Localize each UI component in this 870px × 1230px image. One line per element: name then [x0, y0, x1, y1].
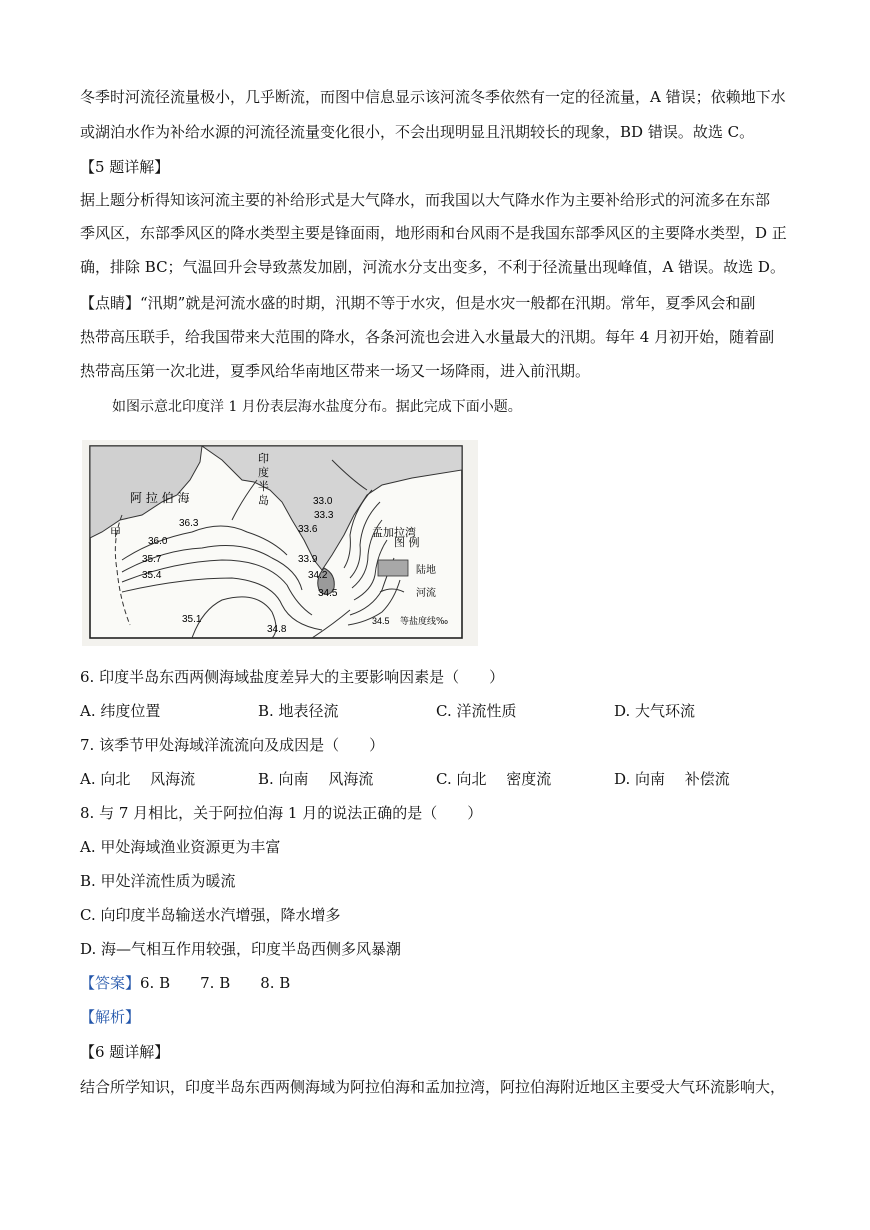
- isoline-label: 36.3: [179, 518, 199, 529]
- map-label-peninsula: 度: [258, 466, 269, 479]
- legend-title: 图 例: [394, 536, 420, 549]
- q7-option-d[interactable]: D. 向南 补偿流: [614, 770, 730, 788]
- legend-river-label: 河流: [416, 588, 436, 599]
- question-6-stem: 6. 印度半岛东西两侧海域盐度差异大的主要影响因素是（ ）: [80, 668, 505, 686]
- isoline-label: 36.0: [148, 536, 168, 547]
- isoline-label: 35.1: [182, 614, 202, 625]
- paragraph-line: 确，排除 BC；气温回升会导致蒸发加剧，河流水分支出变多，不利于径流量出现峰值，A 错误。故选 D。: [80, 258, 785, 276]
- isoline-label: 34.5: [318, 588, 338, 599]
- q6-option-b[interactable]: B. 地表径流: [258, 702, 339, 720]
- isoline-label: 35.7: [142, 554, 162, 565]
- legend-land-label: 陆地: [416, 565, 436, 576]
- q6-option-d[interactable]: D. 大气环流: [614, 702, 696, 720]
- legend-salinity-sample: 34.5: [372, 616, 390, 626]
- q7-option-c[interactable]: C. 向北 密度流: [436, 770, 552, 788]
- q8-option-c[interactable]: C. 向印度半岛输送水汽增强，降水增多: [80, 906, 341, 924]
- isoline-label: 35.4: [142, 570, 162, 581]
- isoline-label: 33.9: [298, 554, 318, 565]
- isoline-label: 34.8: [267, 624, 287, 635]
- legend-land-swatch: [378, 560, 408, 576]
- q8-option-b[interactable]: B. 甲处洋流性质为暖流: [80, 872, 236, 890]
- section-heading: 【6 题详解】: [80, 1043, 170, 1061]
- map-label-arabian-sea: 阿 拉 伯 海: [130, 491, 190, 505]
- isoline-label: 33.3: [314, 510, 334, 521]
- legend-salinity-label: 等盐度线‰: [400, 617, 449, 627]
- isoline-label: 33.6: [298, 524, 318, 535]
- note-line: 【点睛】“汛期”就是河流水盛的时期，汛期不等于水灾，但是水灾一般都在汛期。常年，夏季风会和副: [80, 294, 756, 312]
- q6-option-a[interactable]: A. 纬度位置: [80, 702, 161, 720]
- isoline-label: 33.0: [313, 496, 333, 507]
- paragraph-line: 结合所学知识，印度半岛东西两侧海域为阿拉伯海和孟加拉湾，阿拉伯海附近地区主要受大气环流影响大，: [80, 1078, 786, 1096]
- map-label-peninsula: 岛: [258, 494, 269, 507]
- paragraph-line: 或湖泊水作为补给水源的河流径流量变化很小，不会出现明显且汛期较长的现象，BD 错误。故选 C。: [80, 123, 755, 141]
- section-heading: 【5 题详解】: [80, 158, 170, 176]
- q7-option-b[interactable]: B. 向南 风海流: [258, 770, 374, 788]
- q8-option-a[interactable]: A. 甲处海域渔业资源更为丰富: [80, 838, 281, 856]
- isoline-label: 34.2: [308, 570, 328, 581]
- answer-line: [80, 972, 290, 994]
- answer-values: 6. B 7. B 8. B: [140, 974, 291, 992]
- map-label-peninsula: 印: [258, 452, 269, 465]
- map-label-jia: 甲: [110, 526, 121, 539]
- paragraph-line: 热带高压第一次北进，夏季风给华南地区带来一场又一场降雨，进入前汛期。: [80, 362, 591, 380]
- paragraph-line: 冬季时河流径流量极小，几乎断流，而图中信息显示该河流冬季依然有一定的径流量，A 错误；依赖地下水: [80, 88, 786, 106]
- q6-option-c[interactable]: C. 洋流性质: [436, 702, 517, 720]
- q8-option-d[interactable]: D. 海—气相互作用较强，印度半岛西侧多风暴潮: [80, 940, 402, 958]
- question-7-stem: 7. 该季节甲处海域洋流流向及成因是（ ）: [80, 736, 385, 754]
- question-8-stem: 8. 与 7 月相比，关于阿拉伯海 1 月的说法正确的是（ ）: [80, 804, 483, 822]
- salinity-map: [82, 440, 478, 646]
- q7-option-a[interactable]: A. 向北 风海流: [80, 770, 196, 788]
- paragraph-line: 据上题分析得知该河流主要的补给形式是大气降水，而我国以大气降水作为主要补给形式的河流多在东部: [80, 191, 771, 209]
- map-label-bengal-bay: 孟加拉湾: [372, 526, 416, 539]
- analysis-label: 【解析】: [80, 1008, 141, 1026]
- answer-label: 【答案】: [80, 974, 141, 992]
- paragraph-line: 热带高压联手，给我国带来大范围的降水，各条河流也会进入水量最大的汛期。每年 4 月初开始，随着副: [80, 328, 775, 346]
- question-intro: 如图示意北印度洋 1 月份表层海水盐度分布。据此完成下面小题。: [112, 399, 522, 415]
- paragraph-line: 季风区，东部季风区的降水类型主要是锋面雨，地形雨和台风雨不是我国东部季风区的主要降水类型，D 正: [80, 224, 787, 242]
- map-label-peninsula: 半: [258, 480, 269, 493]
